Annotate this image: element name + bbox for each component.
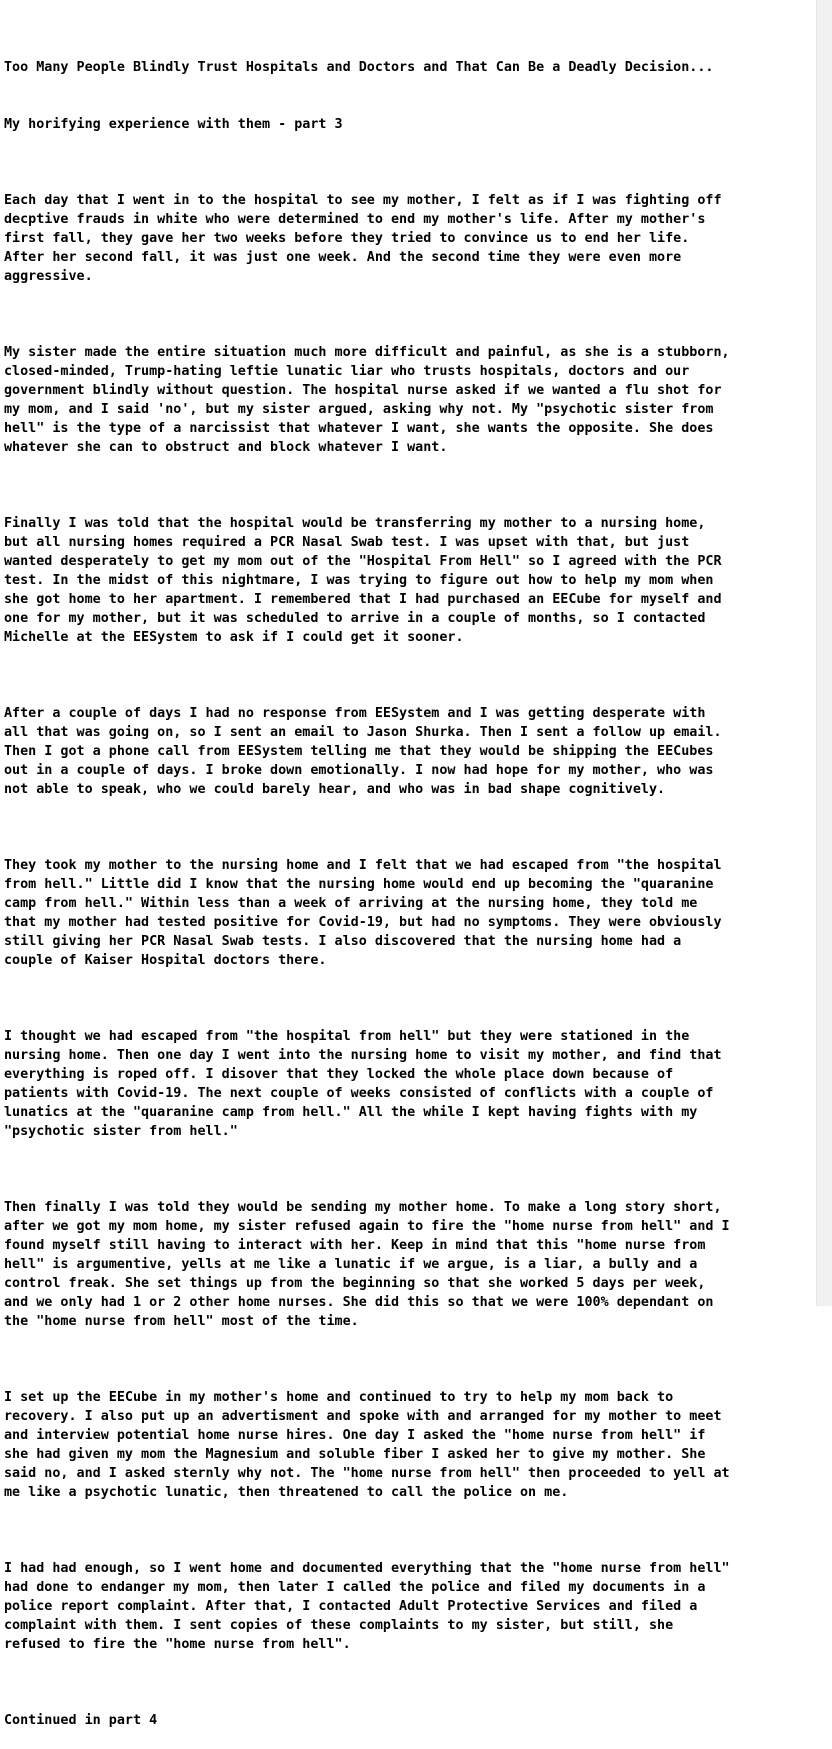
paragraph-2: My sister made the entire situation much more difficult and painful, as she is a stubborn, closed-minded, Trump-hating leftie lunatic liar who trusts hospitals, doctors and our government blindly without question. The hospital nurse asked if we wanted a flu shot for my mom, and I said 'no', but my sister argued, asking why not. My "psychotic sister from hell" is the type of a narcissist that whatever I want, she wants the opposite. She does whatever she can to obstruct and block whatever I want.	[4, 345, 730, 455]
paragraph-6: I thought we had escaped from "the hospital from hell" but they were stationed in the nursing home. Then one day I went into the nursing home to visit my mother, and find that everything is roped off. I disover that they locked the whole place down because of patients with Covid-19. The next couple of weeks consisted of conflicts with a couple of lunatics at the "quaranine camp from hell." All the while I kept having fights with my "psychotic sister from hell."	[4, 1029, 722, 1139]
continued-note: Continued in part 4	[4, 1713, 158, 1728]
paragraph-7: Then finally I was told they would be sending my mother home. To make a long story short, after we got my mom home, my sister refused again to fire the "home nurse from hell" and I found myself still having to interact with her. Keep in mind that this "home nurse from hell" is argumentive, yells at me like a lunatic if we argue, is a liar, a bully and a control freak. She set things up from the beginning so that she worked 5 days per week, and we only had 1 or 2 other home nurses. She did this so that we were 100% dependant on the "home nurse from hell" most of the time.	[4, 1200, 730, 1329]
paragraph-5: They took my mother to the nursing home and I felt that we had escaped from "the hospital from hell." Little did I know that the nursing home would end up becoming the "quaranine camp from hell." Within less than a week of arriving at the nursing home, they told me that my mother had tested positive for Covid-19, but had no symptoms. They were obviously still giving her PCR Nasal Swab tests. I also discovered that the nursing home had a couple of Kaiser Hospital doctors there.	[4, 858, 722, 968]
vertical-scrollbar[interactable]	[816, 0, 832, 1306]
paragraph-8: I set up the EECube in my mother's home and continued to try to help my mom back to recovery. I also put up an advertisment and spoke with and arranged for my mother to meet and interview potential home nurse hires. One day I asked the "home nurse from hell" if she had given my mom the Magnesium and soluble fiber I asked her to give my mother. She said no, and I asked sternly why not. The "home nurse from hell" then proceeded to yell at me like a psychotic lunatic, then threatened to call the police on me.	[4, 1390, 730, 1500]
paragraph-3: Finally I was told that the hospital would be transferring my mother to a nursing home, but all nursing homes required a PCR Nasal Swab test. I was upset with that, but just wanted desperately to get my mom out of the "Hospital From Hell" so I agreed with the PCR test. In the midst of this nightmare, I was trying to figure out how to help my mom when she got home to her apartment. I remembered that I had purchased an EECube for myself and one for my mother, but it was scheduled to arrive in a couple of months, so I contacted Michelle at the EESystem to ask if I could get it sooner.	[4, 516, 722, 645]
document-title-line-1: Too Many People Blindly Trust Hospitals and Doctors and That Can Be a Deadly Decision...	[4, 60, 714, 75]
paragraph-1: Each day that I went in to the hospital to see my mother, I felt as if I was fighting off decptive frauds in white who were determined to end my mother's life. After my mother's first fall, they gave her two weeks before they tried to convince us to end her life. After her second fall, it was just one week. And the second time they were even more aggressive.	[4, 193, 722, 284]
paragraph-4: After a couple of days I had no response from EESystem and I was getting desperate with all that was going on, so I sent an email to Jason Shurka. Then I sent a follow up email. Then I got a phone call from EESystem telling me that they would be shipping the EECubes out in a couple of days. I broke down emotionally. I now had hope for my mother, who was not able to speak, who we could barely hear, and who was in bad shape cognitively.	[4, 706, 722, 797]
document-title-line-2: My horifying experience with them - part 3	[4, 117, 343, 132]
document-body	[4, 20, 816, 1749]
paragraph-9: I had had enough, so I went home and documented everything that the "home nurse from hell" had done to endanger my mom, then later I called the police and filed my documents in a police report complaint. After that, I contacted Adult Protective Services and filed a complaint with them. I sent copies of these complaints to my sister, but still, she refused to fire the "home nurse from hell".	[4, 1561, 730, 1652]
